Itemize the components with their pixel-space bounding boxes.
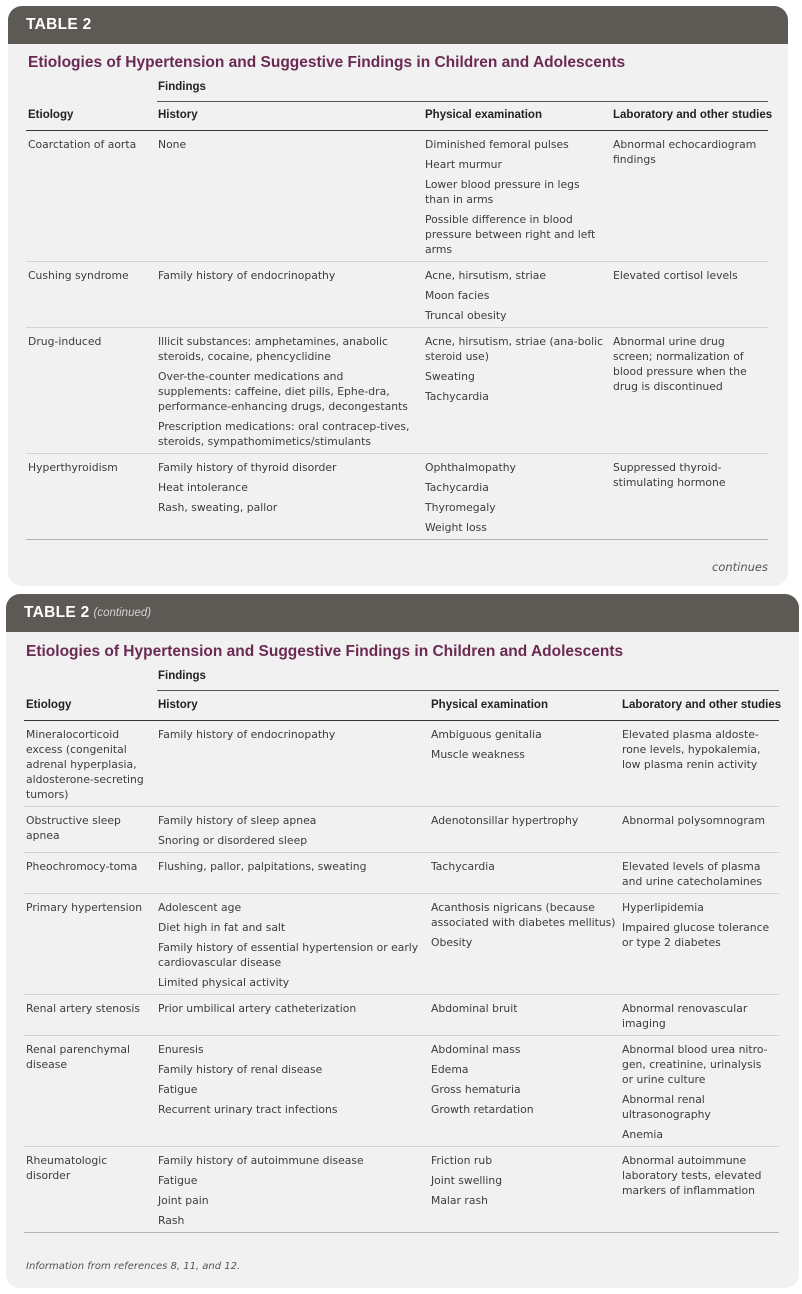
table-panel-part2: [6, 594, 799, 1288]
physical-exam-cell: [423, 131, 611, 262]
lab-studies-cell: [620, 853, 779, 894]
finding-item: Truncal obesity: [425, 309, 507, 322]
finding-item: Fatigue: [158, 1083, 198, 1096]
finding-item: Rash, sweating, pallor: [158, 501, 278, 514]
column-header-history: History: [158, 109, 198, 121]
finding-item: Fatigue: [158, 1174, 198, 1187]
table-row: [24, 894, 779, 995]
finding-item: Elevated plasma aldoste-rone levels, hypokalemia, low plasma renin activity: [622, 728, 761, 771]
finding-item: Limited physical activity: [158, 976, 290, 989]
history-cell: [156, 995, 429, 1036]
finding-item: Hyperlipidemia: [622, 901, 704, 914]
finding-item: Muscle weakness: [431, 748, 525, 761]
finding-item: Family history of sleep apnea: [158, 814, 317, 827]
finding-item: Abnormal renal ultrasonography: [622, 1093, 711, 1121]
finding-item: Family history of endocrinopathy: [158, 728, 336, 741]
finding-item: Diminished femoral pulses: [425, 138, 569, 151]
finding-item: Prescription medications: oral contracep-tives, steroids, sympathomimetics/stimulants: [158, 420, 410, 448]
finding-item: Family history of autoimmune disease: [158, 1154, 364, 1167]
finding-item: Acne, hirsutism, striae: [425, 269, 547, 282]
table-body: [24, 721, 779, 1233]
finding-item: Abnormal urine drug screen; normalization of blood pressure when the drug is discontinued: [613, 335, 747, 393]
finding-item: Tachycardia: [425, 390, 489, 403]
finding-item: Joint pain: [158, 1194, 209, 1207]
history-cell: [156, 721, 429, 807]
finding-item: Abdominal bruit: [431, 1002, 518, 1015]
lab-studies-cell: [611, 454, 768, 540]
finding-item: Moon facies: [425, 289, 490, 302]
physical-exam-cell: [429, 995, 620, 1036]
table-header-bar: [6, 594, 799, 632]
table-row: [26, 262, 768, 328]
finding-item: Abnormal polysomnogram: [622, 814, 765, 827]
finding-item: Gross hematuria: [431, 1083, 521, 1096]
finding-item: Family history of essential hypertension or early cardiovascular disease: [158, 941, 419, 969]
finding-item: Ophthalmopathy: [425, 461, 516, 474]
findings-rule: [157, 690, 779, 691]
finding-item: Rash: [158, 1214, 185, 1227]
physical-exam-cell: [423, 262, 611, 328]
finding-item: None: [158, 138, 187, 151]
column-header-physical: Physical examination: [431, 699, 548, 711]
finding-item: Edema: [431, 1063, 469, 1076]
etiology-cell: Rheumatologic disorder: [26, 1154, 108, 1182]
findings-label: Findings: [158, 670, 206, 682]
finding-item: Joint swelling: [431, 1174, 503, 1187]
finding-item: Family history of endocrinopathy: [158, 269, 336, 282]
history-cell: [156, 328, 423, 454]
physical-exam-cell: [429, 1036, 620, 1147]
table-header-bar: [8, 6, 788, 44]
column-header-lab: Laboratory and other studies: [613, 109, 773, 121]
etiology-cell: Mineralocorticoid excess (congenital adrenal hyperplasia, aldosterone-secreting tumors): [26, 728, 144, 801]
table-row: [24, 1036, 779, 1147]
finding-item: Acanthosis nigricans (because associated with diabetes mellitus): [431, 901, 616, 929]
finding-item: Adolescent age: [158, 901, 242, 914]
finding-item: Diet high in fat and salt: [158, 921, 286, 934]
etiology-cell: Renal parenchymal disease: [26, 1043, 131, 1071]
continued-label: (continued): [93, 607, 152, 619]
finding-item: Over-the-counter medications and supplements: caffeine, diet pills, Ephe-dra, performance-enhancing drugs, decongestants: [158, 370, 408, 413]
finding-item: Acne, hirsutism, striae (ana-bolic steroid use): [425, 335, 604, 363]
continues-note: continues: [712, 560, 768, 574]
table-row: [24, 807, 779, 853]
finding-item: Lower blood pressure in legs than in arms: [425, 178, 580, 206]
lab-studies-cell: [611, 328, 768, 454]
history-cell: [156, 807, 429, 853]
physical-exam-cell: [429, 1147, 620, 1233]
finding-item: Family history of renal disease: [158, 1063, 323, 1076]
finding-item: Snoring or disordered sleep: [158, 834, 308, 847]
finding-item: Flushing, pallor, palpitations, sweating: [158, 860, 367, 873]
table-title: Etiologies of Hypertension and Suggestive Findings in Children and Adolescents: [28, 54, 626, 71]
finding-item: Suppressed thyroid-stimulating hormone: [613, 461, 726, 489]
findings-label: Findings: [158, 81, 206, 93]
finding-item: Adenotonsillar hypertrophy: [431, 814, 579, 827]
finding-item: Heat intolerance: [158, 481, 248, 494]
physical-exam-cell: [423, 454, 611, 540]
finding-item: Malar rash: [431, 1194, 488, 1207]
table-row: [26, 131, 768, 262]
finding-item: Illicit substances: amphetamines, anabolic steroids, cocaine, phencyclidine: [158, 335, 388, 363]
lab-studies-cell: [620, 894, 779, 995]
history-cell: [156, 894, 429, 995]
finding-item: Impaired glucose tolerance or type 2 diabetes: [622, 921, 770, 949]
physical-exam-cell: [429, 721, 620, 807]
table-panel-part1: [8, 6, 788, 586]
finding-item: Prior umbilical artery catheterization: [158, 1002, 357, 1015]
table-row: [26, 454, 768, 540]
history-cell: [156, 1036, 429, 1147]
lab-studies-cell: [620, 995, 779, 1036]
table-row: [24, 995, 779, 1036]
column-header-history: History: [158, 699, 198, 711]
finding-item: Tachycardia: [425, 481, 489, 494]
physical-exam-cell: [429, 894, 620, 995]
finding-item: Abnormal renovascular imaging: [622, 1002, 748, 1030]
finding-item: Ambiguous genitalia: [431, 728, 542, 741]
table-row: [24, 721, 779, 807]
lab-studies-cell: [620, 807, 779, 853]
column-header-lab: Laboratory and other studies: [622, 699, 782, 711]
column-header-etiology: Etiology: [26, 699, 72, 711]
column-header-physical: Physical examination: [425, 109, 542, 121]
finding-item: Possible difference in blood pressure between right and left arms: [425, 213, 596, 256]
etiology-cell: Hyperthyroidism: [28, 461, 118, 474]
finding-item: Recurrent urinary tract infections: [158, 1103, 338, 1116]
etiology-cell: Cushing syndrome: [28, 269, 129, 282]
etiology-cell: Pheochromocy-toma: [26, 860, 138, 873]
finding-item: Obesity: [431, 936, 473, 949]
etiology-cell: Obstructive sleep apnea: [26, 814, 121, 842]
finding-item: Abdominal mass: [431, 1043, 521, 1056]
finding-item: Tachycardia: [431, 860, 495, 873]
history-cell: [156, 1147, 429, 1233]
table-label: TABLE 2: [24, 604, 90, 621]
physical-exam-cell: [429, 853, 620, 894]
table-body: [26, 131, 768, 540]
finding-item: Abnormal echocardiogram findings: [613, 138, 757, 166]
physical-exam-cell: [423, 328, 611, 454]
etiology-cell: Coarctation of aorta: [28, 138, 137, 151]
findings-rule: [157, 101, 768, 102]
lab-studies-cell: [620, 1147, 779, 1233]
lab-studies-cell: [611, 262, 768, 328]
finding-item: Heart murmur: [425, 158, 502, 171]
footnote: Information from references 8, 11, and 12.: [26, 1261, 241, 1272]
finding-item: Elevated cortisol levels: [613, 269, 738, 282]
history-cell: [156, 131, 423, 262]
etiology-cell: Drug-induced: [28, 335, 102, 348]
lab-studies-cell: [620, 1036, 779, 1147]
table-row: [26, 328, 768, 454]
finding-item: Friction rub: [431, 1154, 493, 1167]
table-row: [24, 853, 779, 894]
finding-item: Thyromegaly: [425, 501, 496, 514]
history-cell: [156, 454, 423, 540]
table-label: TABLE 2: [26, 16, 92, 33]
lab-studies-cell: [620, 721, 779, 807]
finding-item: Abnormal autoimmune laboratory tests, elevated markers of inflammation: [622, 1154, 762, 1197]
etiology-cell: Primary hypertension: [26, 901, 143, 914]
finding-item: Enuresis: [158, 1043, 204, 1056]
finding-item: Abnormal blood urea nitro-gen, creatinine, urinalysis or urine culture: [622, 1043, 768, 1086]
finding-item: Elevated levels of plasma and urine catecholamines: [622, 860, 763, 888]
physical-exam-cell: [429, 807, 620, 853]
table-title: Etiologies of Hypertension and Suggestive Findings in Children and Adolescents: [26, 643, 624, 660]
finding-item: Weight loss: [425, 521, 487, 534]
finding-item: Family history of thyroid disorder: [158, 461, 337, 474]
lab-studies-cell: [611, 131, 768, 262]
finding-item: Sweating: [425, 370, 475, 383]
finding-item: Growth retardation: [431, 1103, 534, 1116]
finding-item: Anemia: [622, 1128, 664, 1141]
etiology-cell: Renal artery stenosis: [26, 1002, 140, 1015]
history-cell: [156, 853, 429, 894]
table-row: [24, 1147, 779, 1233]
column-header-etiology: Etiology: [28, 109, 74, 121]
history-cell: [156, 262, 423, 328]
